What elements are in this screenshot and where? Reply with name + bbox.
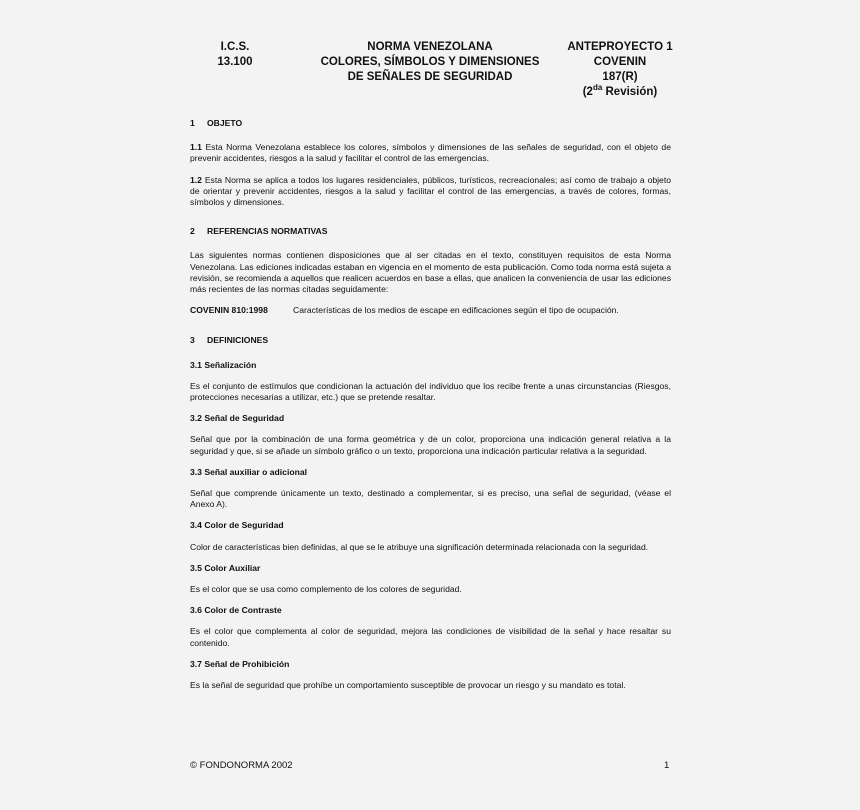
definition-text: Es el color que se usa como complemento de los colores de seguridad. [190, 584, 462, 595]
header-title [300, 40, 560, 85]
definition-title: 3.4 Color de Seguridad [190, 520, 284, 531]
section-title: REFERENCIAS NORMATIVAS [207, 226, 328, 237]
definition-text: Color de características bien definidas, al que se le atribuye una significación determinada relacionada con la seguridad. [190, 541, 649, 552]
reference-description: Características de los medios de escape en edificaciones según el tipo de ocupación. [293, 305, 619, 316]
section-heading-referencias [190, 226, 671, 237]
header-standard-line1: ANTEPROYECTO 1 [567, 41, 673, 53]
section-heading-objeto [190, 118, 671, 129]
paragraph-1-1 [190, 142, 671, 164]
header-revision-text: Revisión) [602, 86, 658, 98]
definition-title: 3.5 Color Auxiliar [190, 562, 261, 573]
section-number: 1 [190, 118, 195, 128]
referencias-intro: Las siguientes normas contienen disposiciones que al ser citadas en el texto, constituyen requisitos de esta Norma Venezolana. Las ediciones indicadas estaban en vigencia en el momento de esta publicación. Como toda norma está sujeta a revisión, se recomienda a aquellos que realicen acuerdos en base a ellas, que analicen la conveniencia de usar las ediciones más recientes de las normas citadas seguidamente: [190, 250, 671, 295]
header-title-line2: COLORES, SÍMBOLOS Y DIMENSIONES [320, 56, 540, 68]
paragraph-number: 1.1 [190, 142, 202, 153]
section-heading-definiciones [190, 335, 671, 346]
reference-entry [190, 305, 671, 316]
header-ics-label: I.C.S. [220, 41, 250, 53]
footer-page-number: 1 [664, 760, 670, 771]
definition-text: Es el conjunto de estímulos que condicionan la actuación del individuo que los recibe frente a unas circunstancias (Riesgos, protecciones necesarias a utilizar, etc.) que se pretende resaltar. [190, 380, 671, 403]
header-revision-num: (2 [582, 86, 593, 98]
header-ics-code: 13.100 [217, 56, 253, 68]
reference-code: COVENIN 810:1998 [190, 305, 268, 316]
paragraph-text: Esta Norma Venezolana establece los colores, símbolos y dimensiones de las señales de seguridad, con el objeto de prevenir accidentes, riesgos a la salud y facilitar el control de las emergencias. [190, 142, 671, 164]
header-title-line1: NORMA VENEZOLANA [367, 41, 493, 53]
paragraph-text: Esta Norma se aplica a todos los lugares residenciales, públicos, turísticos, recreacionales; así como de trabajo a objeto de orientar y prevenir accidentes, riesgos a la salud y facilitar el control de las emergencias, a través de colores, formas, símbolos y dimensiones. [190, 174, 671, 208]
header-standard-line3: 187(R) [602, 71, 638, 83]
document-body [190, 118, 671, 701]
footer-copyright: © FONDONORMA 2002 [190, 760, 293, 771]
header-title-line3: DE SEÑALES DE SEGURIDAD [347, 71, 513, 83]
paragraph-1-2 [190, 175, 671, 209]
definition-title: 3.3 Señal auxiliar o adicional [190, 466, 308, 477]
section-title: OBJETO [207, 118, 243, 128]
definition-title: 3.1 Señalización [190, 359, 257, 370]
header-revision-sup: da [592, 83, 603, 93]
header-ics [200, 40, 270, 70]
definition-text: Es el color que complementa al color de seguridad, mejora las condiciones de visibilidad de la señal y hace resaltar su contenido. [190, 626, 671, 648]
section-number: 3 [190, 335, 195, 346]
header-revision [540, 85, 700, 100]
paragraph-number: 1.2 [190, 174, 202, 185]
definition-text: Es la señal de seguridad que prohíbe un comportamiento susceptible de provocar un riesgo y su mandato es total. [190, 680, 626, 691]
header-standard [540, 40, 700, 100]
definition-title: 3.6 Color de Contraste [190, 605, 282, 616]
section-title: DEFINICIONES [207, 335, 269, 346]
definition-text: Señal que por la combinación de una forma geométrica y de un color, proporciona una indicación general relativa a la seguridad y que, si se añade un símbolo gráfico o un texto, proporciona una indicación particular relativa a la seguridad. [190, 434, 671, 456]
section-number: 2 [190, 226, 195, 237]
definition-title: 3.2 Señal de Seguridad [190, 413, 285, 424]
definition-text: Señal que comprende únicamente un texto, destinado a complementar, si es preciso, una señal de seguridad, (véase el Anexo A). [190, 488, 671, 510]
definition-title: 3.7 Señal de Prohibición [190, 658, 290, 669]
header-standard-line2: COVENIN [593, 56, 647, 68]
